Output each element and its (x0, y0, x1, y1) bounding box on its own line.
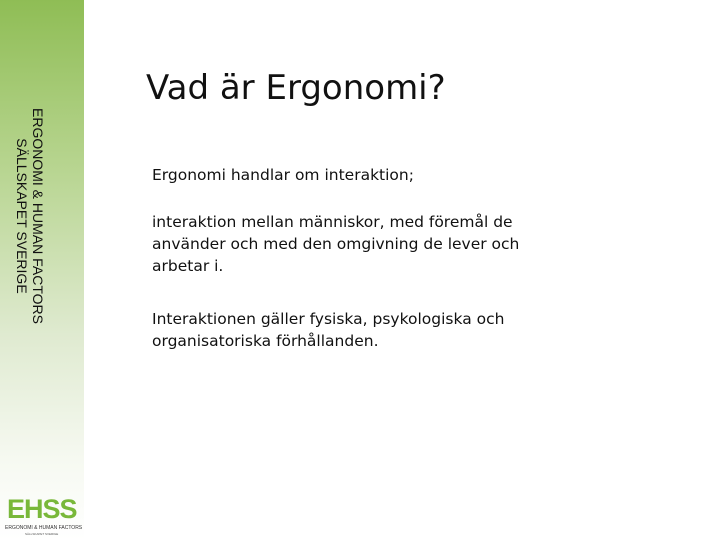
body-paragraph-3: Interaktionen gäller fysiska, psykologiska och organisatoriska förhållanden. (152, 310, 505, 350)
vertical-title-line-1: ERGONOMI & HUMAN FACTORS (30, 108, 46, 324)
vertical-title-line-2: SÄLLSKAPET SVERIGE (14, 138, 30, 294)
vertical-organization-title (14, 108, 46, 324)
body-paragraph-2: interaktion mellan människor, med föremål de använder och med den omgivning de lever och arbetar i. (152, 213, 520, 275)
slide-title: Vad är Ergonomi? (146, 68, 446, 108)
ehss-logo (3, 494, 83, 540)
logo-subtag: SÄLLSKAPET SVERIGE (25, 532, 59, 536)
logo-letters: EHSS (7, 494, 77, 524)
body-paragraph-1: Ergonomi handlar om interaktion; (152, 166, 414, 184)
logo-tagline: ERGONOMI & HUMAN FACTORS (5, 525, 83, 531)
sidebar-band (0, 0, 84, 540)
